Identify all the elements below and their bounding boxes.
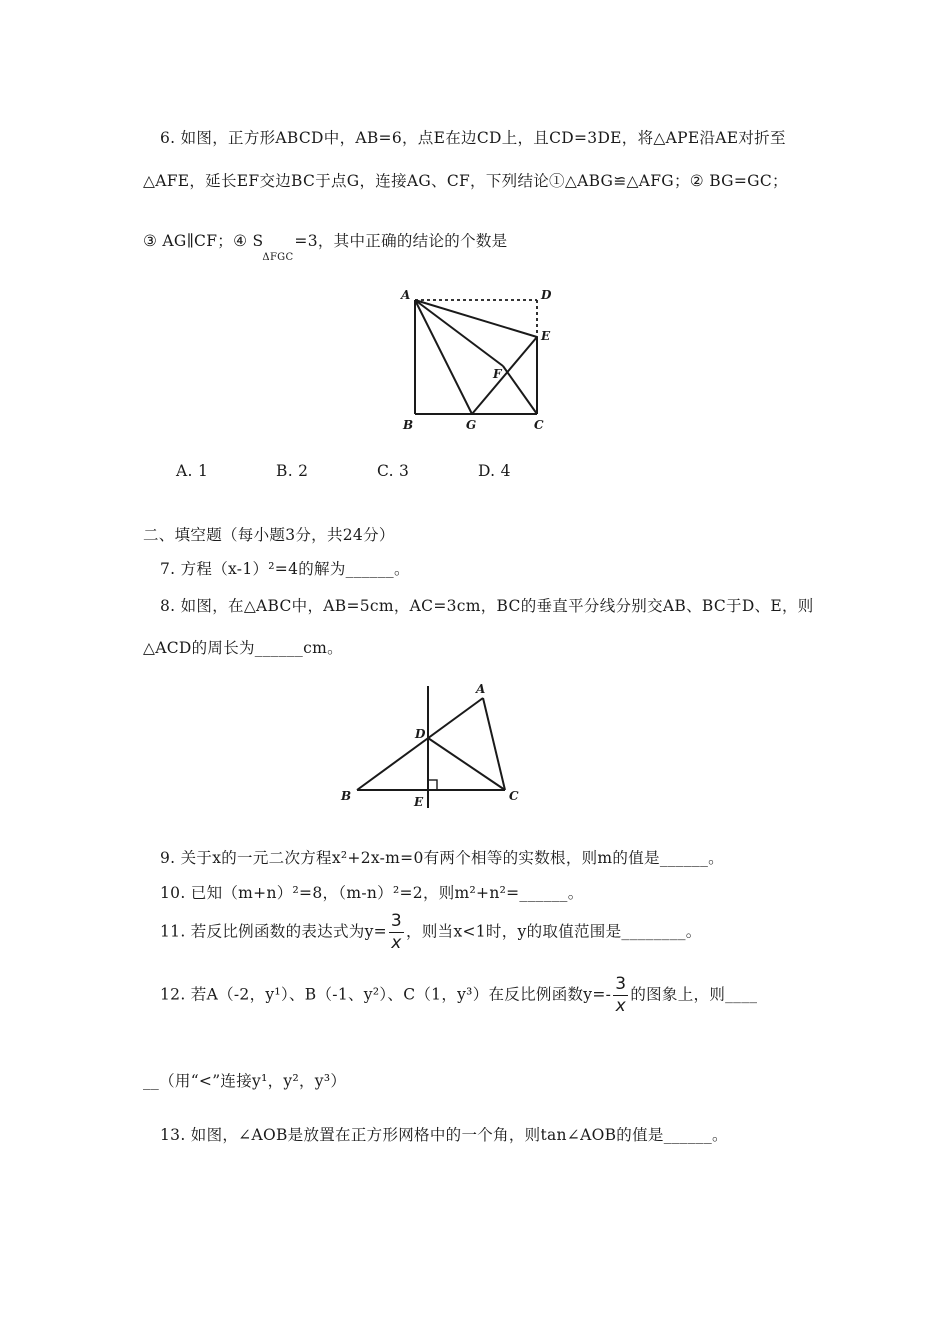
segment-GE	[472, 337, 537, 414]
q8-line1: 8. 如图，在△ABC中，AB=5cm，AC=3cm，BC的垂直平分线分别交AB、BC于D、E，则	[160, 597, 814, 615]
right-angle-mark	[428, 780, 437, 790]
label-E: E	[414, 795, 424, 809]
label-E: E	[541, 329, 551, 343]
q11-after: ，则当x<1时，y的取值范围是________。	[406, 922, 702, 941]
q6-line1: 6. 如图，正方形ABCD中，AB=6，点E在边CD上，且CD=3DE，将△APE沿AE对折至	[160, 129, 786, 147]
q12-after: 的图象上，则____	[630, 985, 758, 1004]
q6-square-figure	[395, 282, 565, 437]
q6-area-subscript: ΔFGC	[262, 252, 294, 263]
q6-choices	[176, 462, 511, 480]
q12-line2: __（用“<”连接y¹，y²，y³）	[143, 1072, 347, 1090]
label-A: A	[401, 288, 411, 302]
q11-before: 11. 若反比例函数的表达式为y=	[160, 922, 387, 941]
q12-text	[160, 976, 757, 1015]
choice-b: B. 2	[276, 462, 309, 480]
q6-line2: △AFE，延长EF交边BC于点G，连接AG、CF，下列结论①△ABG≌△AFG；② BG=GC；	[143, 172, 788, 190]
label-C: C	[509, 789, 519, 803]
q12-fraction	[613, 976, 628, 1015]
label-F: F	[493, 367, 502, 381]
q6-line3-start: ③ AG∥CF；④ S	[143, 232, 264, 250]
q7-text: 7. 方程（x-1）²=4的解为______。	[160, 560, 410, 578]
segment-AF	[415, 300, 503, 366]
q11-text	[160, 913, 702, 952]
label-D: D	[415, 727, 426, 741]
choice-c: C. 3	[377, 462, 410, 480]
segment-AG	[415, 300, 472, 414]
choice-a: A. 1	[176, 462, 209, 480]
q10-text: 10. 已知（m+n）²=8，（m-n）²=2，则m²+n²=______。	[160, 884, 584, 902]
q12-before: 12. 若A（-2，y¹）、B（-1、y²）、C（1，y³）在反比例函数y=-	[160, 985, 612, 1004]
q13-text: 13. 如图，∠AOB是放置在正方形网格中的一个角，则tan∠AOB的值是______。	[160, 1126, 728, 1144]
label-B: B	[403, 418, 414, 432]
q6-line3-end: =3，其中正确的结论的个数是	[294, 232, 508, 250]
label-D: D	[541, 288, 552, 302]
label-G: G	[466, 418, 477, 432]
q12-numerator: 3	[615, 974, 627, 994]
section-heading: 二、填空题（每小题3分，共24分）	[143, 526, 395, 544]
q11-fraction	[389, 913, 404, 952]
q8-triangle-figure	[335, 678, 535, 813]
choice-d: D. 4	[478, 462, 511, 480]
q8-line2: △ACD的周长为______cm。	[143, 639, 343, 657]
label-C: C	[534, 418, 544, 432]
side-BA	[357, 698, 483, 790]
q12-denominator: x	[615, 996, 626, 1016]
label-B: B	[341, 789, 352, 803]
q9-text: 9. 关于x的一元二次方程x²+2x-m=0有两个相等的实数根，则m的值是______。	[160, 849, 724, 867]
label-A: A	[476, 682, 486, 696]
segment-AE	[415, 300, 537, 337]
segment-FC	[503, 366, 537, 414]
q11-numerator: 3	[390, 911, 403, 931]
q11-denominator: x	[391, 933, 402, 953]
